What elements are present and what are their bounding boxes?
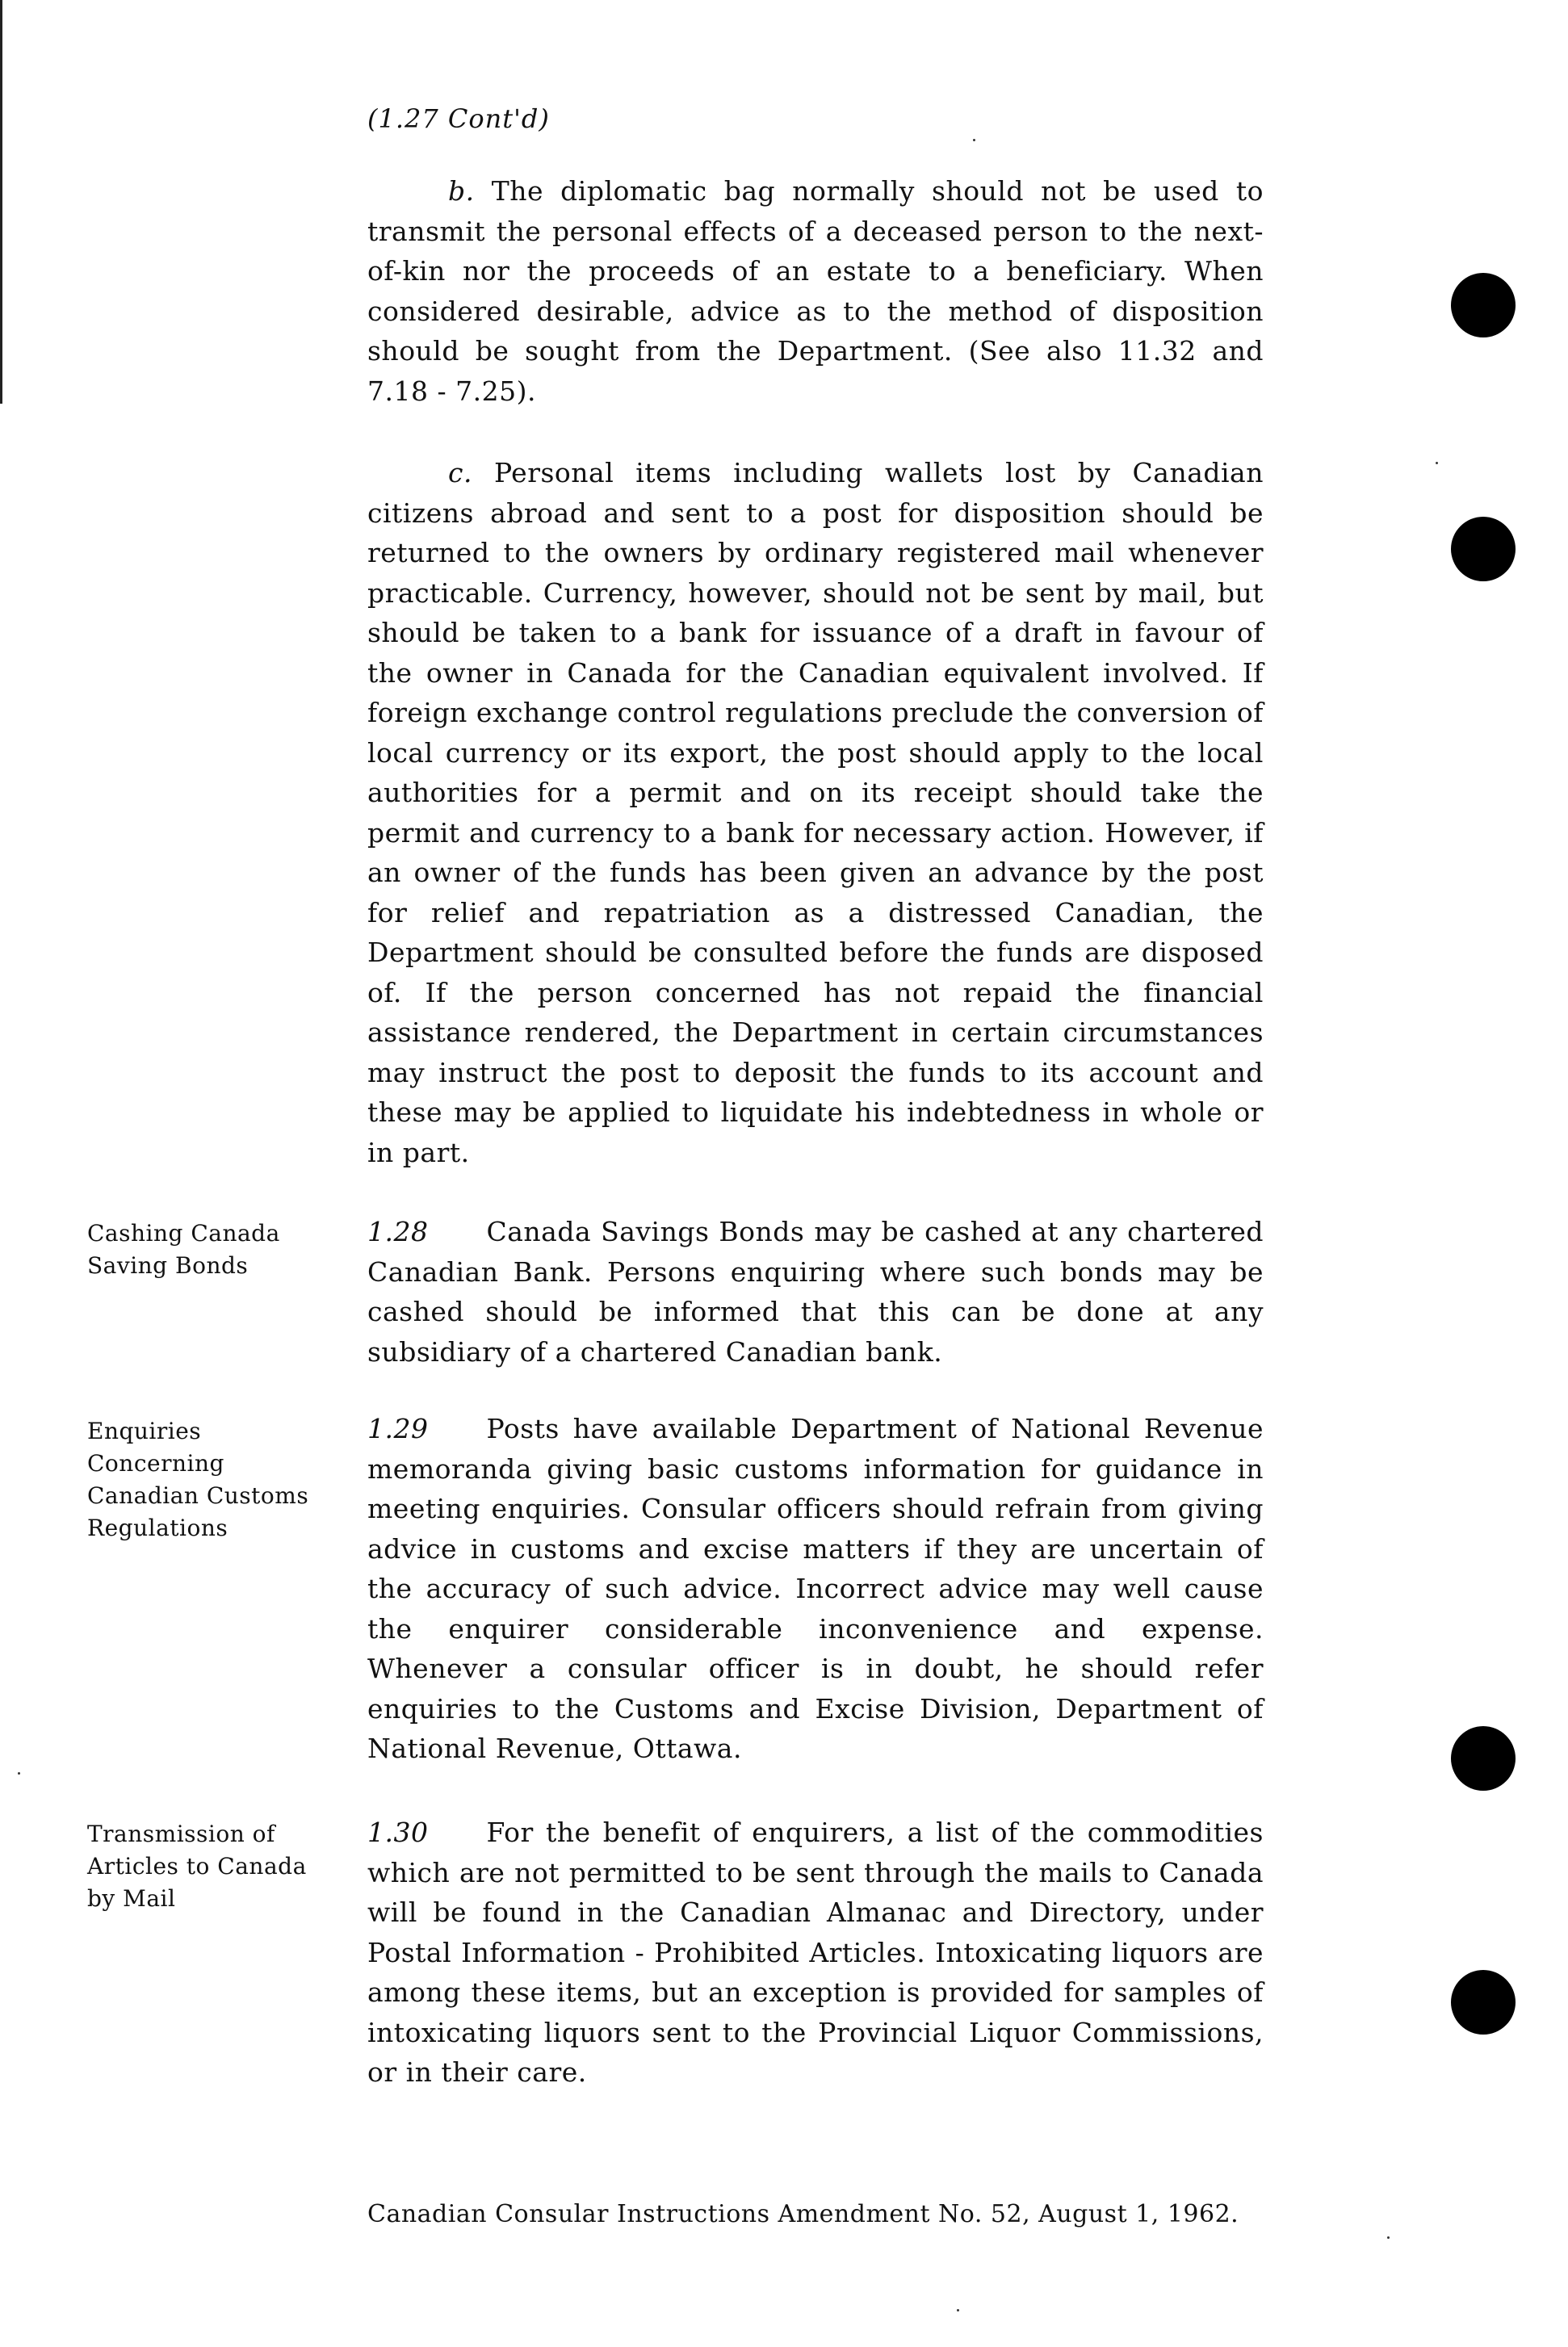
section-number: 1.29 <box>367 1413 429 1444</box>
paragraph-b <box>367 171 1264 411</box>
punch-hole <box>1451 1970 1516 2035</box>
punch-hole <box>1451 517 1516 581</box>
punch-hole <box>1451 273 1516 337</box>
scan-speck <box>1387 2236 1390 2239</box>
scan-speck <box>18 1772 20 1775</box>
scan-speck <box>973 139 975 141</box>
paragraph-letter: c. <box>448 457 472 488</box>
section-1-30 <box>367 1813 1264 2093</box>
scan-speck <box>1436 462 1438 464</box>
section-number: 1.28 <box>367 1216 429 1247</box>
section-text: For the benefit of enquirers, a list of the commodities which are not permitted to be sent through the mails to Canada will be found in the Canadian Almanac and Directory, under Postal Information - Prohibited Articles. Intoxicating liquors are among these items, but an exception is provided for samples of intoxicating liquors sent to the Provincial Liquor Commissions, or in their care. <box>367 1817 1264 2088</box>
section-text: Posts have available Department of National Revenue memoranda giving basic customs information for guidance in meeting enquiries. Consular officers should refrain from giving advice in customs and excise matters if they are uncertain of the accuracy of such advice. Incorrect advice may well cause the enquirer considerable inconvenience and expense. Whenever a consular officer is in doubt, he should refer enquiries to the Customs and Excise Division, Department of National Revenue, Ottawa. <box>367 1413 1264 1764</box>
paragraph-letter: b. <box>448 175 475 207</box>
document-footer: Canadian Consular Instructions Amendment No. 52, August 1, 1962. <box>367 2200 1239 2228</box>
paragraph-c <box>367 453 1264 1172</box>
paragraph-text: The diplomatic bag normally should not be used to transmit the personal effects of a deceased person to the next-of-kin nor the proceeds of an estate to a beneficiary. When considered desirable, advice as to the method of disposition should be sought from the Department. (See also 11.32 and 7.18 - 7.25). <box>367 175 1264 407</box>
margin-note-transmission-articles: Transmission of Articles to Canada by Mail <box>87 1821 307 1912</box>
punch-hole <box>1451 1726 1516 1791</box>
section-text: Canada Savings Bonds may be cashed at any chartered Canadian Bank. Persons enquiring where such bonds may be cashed should be informed that this can be done at any subsidiary of a chartered Canadian bank. <box>367 1216 1264 1368</box>
margin-note-cashing-bonds: Cashing Canada Saving Bonds <box>87 1220 280 1279</box>
section-1-28 <box>367 1212 1264 1372</box>
margin-note-customs-enquiries: Enquiries Concerning Canadian Customs Regulations <box>87 1418 309 1541</box>
section-continuation-header: (1.27 Cont'd) <box>367 103 550 134</box>
paragraph-text: Personal items including wallets lost by Canadian citizens abroad and sent to a post for disposition should be returned to the owners by ordinary registered mail whenever practicable. Currency, however, should not be sent by mail, but should be taken to a bank for issuance of a draft in favour of the owner in Canada for the Canadian equivalent involved. If foreign exchange control regulations preclude the conversion of local currency or its export, the post should apply to the local authorities for a permit and on its receipt should take the permit and currency to a bank for necessary action. However, if an owner of the funds has been given an advance by the post for relief and repatriation as a distressed Canadian, the Department should be consulted before the funds are disposed of. If the person concerned has not repaid the financial assistance rendered, the Department in certain circumstances may instruct the post to deposit the funds to its account and these may be applied to liquidate his indebtedness in whole or in part. <box>367 457 1264 1168</box>
scan-edge-line <box>0 0 2 404</box>
scan-speck <box>957 2309 959 2311</box>
section-number: 1.30 <box>367 1817 429 1848</box>
section-1-29 <box>367 1409 1264 1769</box>
